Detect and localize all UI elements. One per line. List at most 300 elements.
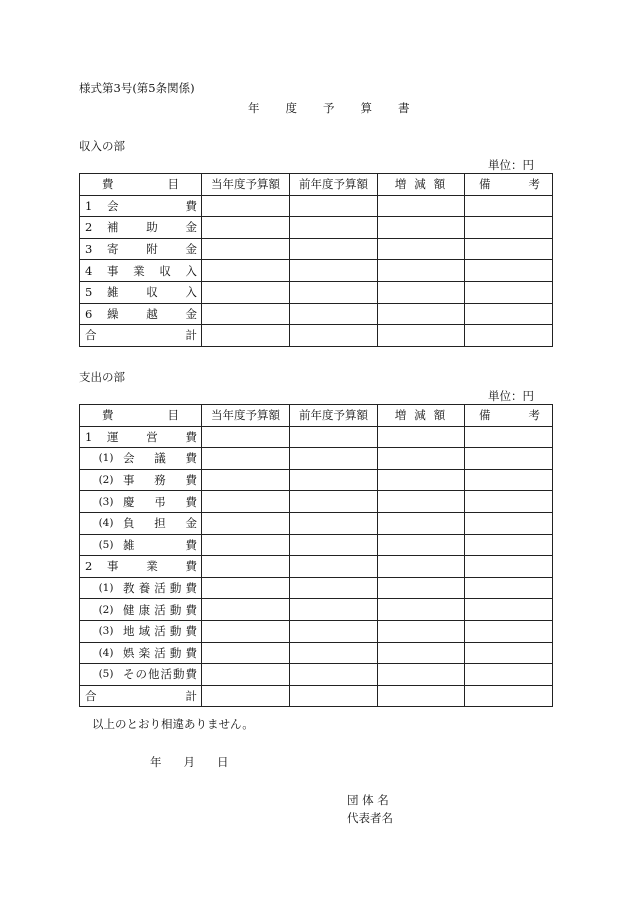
confirmation-statement: 以上のとおり相違ありません。 [92, 717, 254, 731]
note-cell[interactable] [465, 448, 553, 470]
item-cell [80, 195, 202, 217]
table-header-row [80, 405, 553, 427]
sub-item-number: (1) [98, 452, 114, 465]
previous-budget-cell[interactable] [290, 469, 378, 491]
label-char: 費 [185, 494, 197, 509]
header-item [80, 174, 202, 196]
label-char: 費 [185, 645, 197, 660]
current-budget-cell[interactable] [202, 448, 290, 470]
current-budget-cell[interactable] [202, 577, 290, 599]
label-char: 金 [185, 306, 197, 321]
sub-item-number: (3) [98, 625, 114, 638]
income-table [79, 173, 553, 347]
current-budget-cell[interactable] [202, 195, 290, 217]
item-number: 1 [85, 198, 93, 213]
total-label [80, 327, 201, 343]
label-char: 動 [169, 645, 182, 660]
item-label [119, 602, 201, 618]
label-char: 費 [185, 429, 197, 444]
current-budget-cell[interactable] [202, 238, 290, 260]
header-item [80, 405, 202, 427]
difference-cell[interactable] [378, 303, 465, 325]
previous-budget-cell[interactable] [290, 534, 378, 556]
label-char: 収 [146, 285, 158, 300]
label-char: 楽 [138, 645, 151, 660]
label-char: 負 [123, 516, 135, 531]
label-char: 業 [146, 559, 158, 574]
label-char: 費 [102, 177, 114, 192]
sub-item-number: (2) [98, 603, 114, 616]
difference-cell[interactable] [378, 260, 465, 282]
label-char: 考 [528, 408, 540, 423]
header-item-label [80, 407, 201, 423]
sub-item-number: (2) [98, 474, 114, 487]
item-inner [80, 196, 201, 216]
label-char: 務 [154, 473, 166, 488]
label-char: 備 [479, 177, 491, 192]
current-budget-cell[interactable] [202, 534, 290, 556]
note-cell[interactable] [465, 426, 553, 448]
label-char: 動 [169, 581, 182, 596]
current-budget-cell[interactable] [202, 556, 290, 578]
income-section-heading: 収入の部 [79, 139, 125, 153]
label-char: 金 [185, 242, 197, 257]
header-current-budget: 当年度予算額 [202, 174, 290, 196]
previous-budget-cell[interactable] [290, 195, 378, 217]
label-char: 域 [138, 624, 151, 639]
label-char: 備 [479, 408, 491, 423]
sub-item-number: (3) [98, 495, 114, 508]
label-char: 慶 [123, 494, 135, 509]
note-cell[interactable] [465, 534, 553, 556]
sub-item-wrap [80, 621, 201, 642]
expense-section-heading: 支出の部 [79, 370, 125, 384]
title-char: 書 [398, 101, 410, 115]
note-cell[interactable] [465, 642, 553, 664]
label-char: 目 [167, 177, 179, 192]
table-sub-row [80, 599, 553, 621]
sub-item-wrap [80, 470, 201, 491]
previous-budget-cell[interactable] [290, 217, 378, 239]
label-char: 費 [185, 624, 197, 639]
note-cell[interactable] [465, 512, 553, 534]
current-budget-cell[interactable] [202, 491, 290, 513]
label-char: 附 [146, 242, 158, 257]
sub-item [93, 645, 201, 661]
item-cell [80, 577, 202, 599]
note-cell[interactable] [465, 469, 553, 491]
previous-budget-cell[interactable] [290, 577, 378, 599]
table-row [80, 281, 553, 303]
item-inner [80, 686, 201, 706]
header-current-budget: 当年度予算額 [202, 405, 290, 427]
label-char: 雑 [107, 285, 119, 300]
label-char: 弔 [154, 494, 166, 509]
difference-cell[interactable] [378, 577, 465, 599]
sub-item [93, 580, 201, 596]
item-cell [80, 281, 202, 303]
item-label [119, 515, 201, 531]
note-cell[interactable] [465, 556, 553, 578]
sub-item [93, 472, 201, 488]
note-cell[interactable] [465, 664, 553, 686]
label-char: 費 [185, 559, 197, 574]
current-budget-cell[interactable] [202, 217, 290, 239]
item-number: 2 [85, 559, 93, 574]
label-char: 雑 [123, 537, 135, 552]
difference-cell[interactable] [378, 238, 465, 260]
item-cell [80, 491, 202, 513]
item-label [101, 241, 201, 257]
sub-item-wrap [80, 513, 201, 534]
total-label [80, 688, 201, 704]
date-line [150, 754, 251, 770]
current-budget-cell[interactable] [202, 260, 290, 282]
table-sub-row [80, 620, 553, 642]
header-note [465, 174, 553, 196]
previous-budget-cell[interactable] [290, 491, 378, 513]
table-row [80, 260, 553, 282]
label-char: 寄 [107, 242, 119, 257]
item-inner [80, 282, 201, 302]
item-cell [80, 685, 202, 707]
table-sub-row [80, 534, 553, 556]
label-char: 越 [146, 306, 158, 321]
item-label [119, 623, 201, 639]
header-difference-label: 増減額 [394, 177, 454, 192]
label-char: 費 [185, 667, 197, 682]
item-label [101, 429, 201, 445]
label-char: 合 [85, 689, 97, 704]
label-char: 事 [107, 263, 119, 278]
label-char: 考 [528, 177, 540, 192]
item-number: 3 [85, 242, 93, 257]
label-char: 費 [185, 581, 197, 596]
label-char: 動 [169, 624, 182, 639]
table-sub-row [80, 491, 553, 513]
label-char: の [135, 667, 147, 682]
label-char: 入 [185, 263, 197, 278]
table-sub-row [80, 664, 553, 686]
sub-item-wrap [80, 578, 201, 599]
title-char: 予 [323, 101, 335, 115]
item-inner [80, 304, 201, 324]
item-cell [80, 534, 202, 556]
sub-item-number: (1) [98, 582, 114, 595]
difference-cell[interactable] [378, 426, 465, 448]
item-cell [80, 664, 202, 686]
item-label [119, 450, 201, 466]
sub-item-wrap [80, 491, 201, 512]
item-inner [80, 217, 201, 237]
item-number: 5 [85, 285, 93, 300]
label-char: 会 [123, 451, 135, 466]
title-char: 年 [248, 101, 260, 115]
header-previous-budget: 前年度予算額 [290, 405, 378, 427]
label-char: 繰 [107, 306, 119, 321]
group-row [80, 426, 553, 448]
representative-name-label: 代表者名 [347, 811, 393, 825]
difference-cell[interactable] [378, 556, 465, 578]
difference-cell[interactable] [378, 599, 465, 621]
sub-item [93, 666, 201, 682]
sub-item-number: (4) [98, 646, 114, 659]
current-budget-cell[interactable] [202, 469, 290, 491]
item-cell [80, 426, 202, 448]
difference-cell[interactable] [378, 325, 465, 347]
item-inner [80, 261, 201, 281]
label-char: 担 [154, 516, 166, 531]
label-char: 会 [107, 198, 119, 213]
total-row [80, 685, 553, 707]
previous-budget-cell[interactable] [290, 238, 378, 260]
label-char: 金 [185, 220, 197, 235]
header-note [465, 405, 553, 427]
current-budget-cell[interactable] [202, 664, 290, 686]
current-budget-cell[interactable] [202, 281, 290, 303]
previous-budget-cell[interactable] [290, 556, 378, 578]
difference-cell[interactable] [378, 217, 465, 239]
label-char: 事 [107, 559, 119, 574]
previous-budget-cell[interactable] [290, 685, 378, 707]
label-char: 活 [154, 602, 166, 617]
label-char: 事 [123, 473, 135, 488]
label-char: 健 [123, 602, 135, 617]
label-char: 補 [107, 220, 119, 235]
label-char: 費 [185, 537, 197, 552]
label-char: 金 [185, 516, 197, 531]
date-char: 月 [183, 755, 195, 769]
label-char: 費 [185, 198, 197, 213]
label-char: 計 [185, 328, 197, 343]
label-char: 費 [185, 602, 197, 617]
label-char: 合 [85, 328, 97, 343]
label-char: 費 [185, 473, 197, 488]
header-difference-label: 増減額 [394, 408, 454, 423]
note-cell[interactable] [465, 217, 553, 239]
label-char: 娯 [123, 645, 135, 660]
difference-cell[interactable] [378, 448, 465, 470]
sub-item [93, 602, 201, 618]
difference-cell[interactable] [378, 664, 465, 686]
sub-item [93, 623, 201, 639]
note-cell[interactable] [465, 303, 553, 325]
item-cell [80, 599, 202, 621]
sub-item [93, 537, 201, 553]
item-cell [80, 303, 202, 325]
previous-budget-cell[interactable] [290, 260, 378, 282]
form-number: 様式第3号(第5条関係) [79, 81, 195, 95]
sub-item [93, 450, 201, 466]
sub-item-wrap [80, 448, 201, 469]
header-difference [378, 405, 465, 427]
table-sub-row [80, 469, 553, 491]
label-char: 康 [138, 602, 151, 617]
item-label [101, 198, 201, 214]
item-cell [80, 469, 202, 491]
table-sub-row [80, 512, 553, 534]
sub-item-wrap [80, 643, 201, 664]
label-char: 活 [154, 645, 166, 660]
note-cell[interactable] [465, 325, 553, 347]
item-cell [80, 620, 202, 642]
sub-item [93, 494, 201, 510]
item-inner [80, 427, 201, 447]
difference-cell[interactable] [378, 620, 465, 642]
table-header-row [80, 174, 553, 196]
label-char: 助 [146, 220, 158, 235]
title-char: 度 [285, 101, 297, 115]
label-char: 議 [154, 451, 166, 466]
difference-cell[interactable] [378, 685, 465, 707]
item-cell [80, 217, 202, 239]
label-char: 営 [146, 429, 158, 444]
label-char: そ [123, 667, 135, 682]
note-cell[interactable] [465, 599, 553, 621]
label-char: 動 [173, 667, 185, 682]
note-cell[interactable] [465, 685, 553, 707]
item-number: 2 [85, 220, 93, 235]
label-char: 業 [133, 263, 145, 278]
item-cell [80, 556, 202, 578]
label-char: 入 [185, 285, 197, 300]
previous-budget-cell[interactable] [290, 426, 378, 448]
note-cell[interactable] [465, 195, 553, 217]
sub-item-wrap [80, 535, 201, 556]
item-cell [80, 448, 202, 470]
table-row [80, 195, 553, 217]
note-cell[interactable] [465, 260, 553, 282]
note-cell[interactable] [465, 577, 553, 599]
income-unit-label: 単位：円 [488, 158, 534, 172]
current-budget-cell[interactable] [202, 426, 290, 448]
item-label [119, 537, 201, 553]
previous-budget-cell[interactable] [290, 448, 378, 470]
header-note-label [465, 176, 552, 192]
label-char: 活 [154, 581, 166, 596]
current-budget-cell[interactable] [202, 685, 290, 707]
header-item-label [80, 176, 201, 192]
label-char: 目 [167, 408, 179, 423]
table-row [80, 238, 553, 260]
item-number: 6 [85, 306, 93, 321]
difference-cell[interactable] [378, 642, 465, 664]
table-row [80, 217, 553, 239]
item-number: 4 [85, 263, 93, 278]
sub-item-number: (4) [98, 517, 114, 530]
table-sub-row [80, 448, 553, 470]
label-char: 動 [169, 602, 182, 617]
label-char: 地 [123, 624, 135, 639]
expense-unit-label: 単位：円 [488, 389, 534, 403]
difference-cell[interactable] [378, 512, 465, 534]
note-cell[interactable] [465, 491, 553, 513]
item-label [101, 263, 201, 279]
current-budget-cell[interactable] [202, 303, 290, 325]
header-note-label [465, 407, 552, 423]
date-char: 年 [150, 755, 162, 769]
item-label [101, 284, 201, 300]
label-char: 養 [138, 581, 151, 596]
label-char: 計 [185, 689, 197, 704]
organization-name-label: 団 体 名 [347, 793, 389, 807]
previous-budget-cell[interactable] [290, 281, 378, 303]
item-cell [80, 512, 202, 534]
note-cell[interactable] [465, 281, 553, 303]
previous-budget-cell[interactable] [290, 325, 378, 347]
table-sub-row [80, 577, 553, 599]
item-label [119, 494, 201, 510]
label-char: 活 [160, 667, 172, 682]
total-row [80, 325, 553, 347]
current-budget-cell[interactable] [202, 512, 290, 534]
item-cell [80, 642, 202, 664]
previous-budget-cell[interactable] [290, 664, 378, 686]
current-budget-cell[interactable] [202, 620, 290, 642]
header-previous-budget: 前年度予算額 [290, 174, 378, 196]
difference-cell[interactable] [378, 281, 465, 303]
previous-budget-cell[interactable] [290, 512, 378, 534]
label-char: 費 [185, 451, 197, 466]
group-row [80, 556, 553, 578]
item-inner [80, 556, 201, 576]
document-title [248, 100, 436, 116]
sub-item [93, 515, 201, 531]
label-char: 活 [154, 624, 166, 639]
item-label [101, 306, 201, 322]
item-label [101, 558, 201, 574]
item-label [101, 219, 201, 235]
difference-cell[interactable] [378, 195, 465, 217]
header-difference [378, 174, 465, 196]
item-label [119, 580, 201, 596]
difference-cell[interactable] [378, 534, 465, 556]
label-char: 教 [123, 581, 135, 596]
current-budget-cell[interactable] [202, 599, 290, 621]
label-char: 費 [102, 408, 114, 423]
item-label [119, 472, 201, 488]
previous-budget-cell[interactable] [290, 620, 378, 642]
expense-table [79, 404, 553, 707]
sub-item-wrap [80, 599, 201, 620]
previous-budget-cell[interactable] [290, 642, 378, 664]
sub-item-number: (5) [98, 538, 114, 551]
sub-item-number: (5) [98, 668, 114, 681]
label-char: 他 [148, 667, 160, 682]
label-char: 運 [107, 429, 119, 444]
item-inner [80, 325, 201, 345]
item-cell [80, 260, 202, 282]
note-cell[interactable] [465, 238, 553, 260]
label-char: 収 [159, 263, 171, 278]
note-cell[interactable] [465, 620, 553, 642]
table-row [80, 303, 553, 325]
difference-cell[interactable] [378, 491, 465, 513]
previous-budget-cell[interactable] [290, 599, 378, 621]
sub-item-wrap [80, 664, 201, 685]
item-inner [80, 239, 201, 259]
current-budget-cell[interactable] [202, 325, 290, 347]
table-sub-row [80, 642, 553, 664]
difference-cell[interactable] [378, 469, 465, 491]
item-label [119, 666, 201, 682]
item-cell [80, 325, 202, 347]
current-budget-cell[interactable] [202, 642, 290, 664]
item-cell [80, 238, 202, 260]
item-number: 1 [85, 429, 93, 444]
item-label [119, 645, 201, 661]
previous-budget-cell[interactable] [290, 303, 378, 325]
